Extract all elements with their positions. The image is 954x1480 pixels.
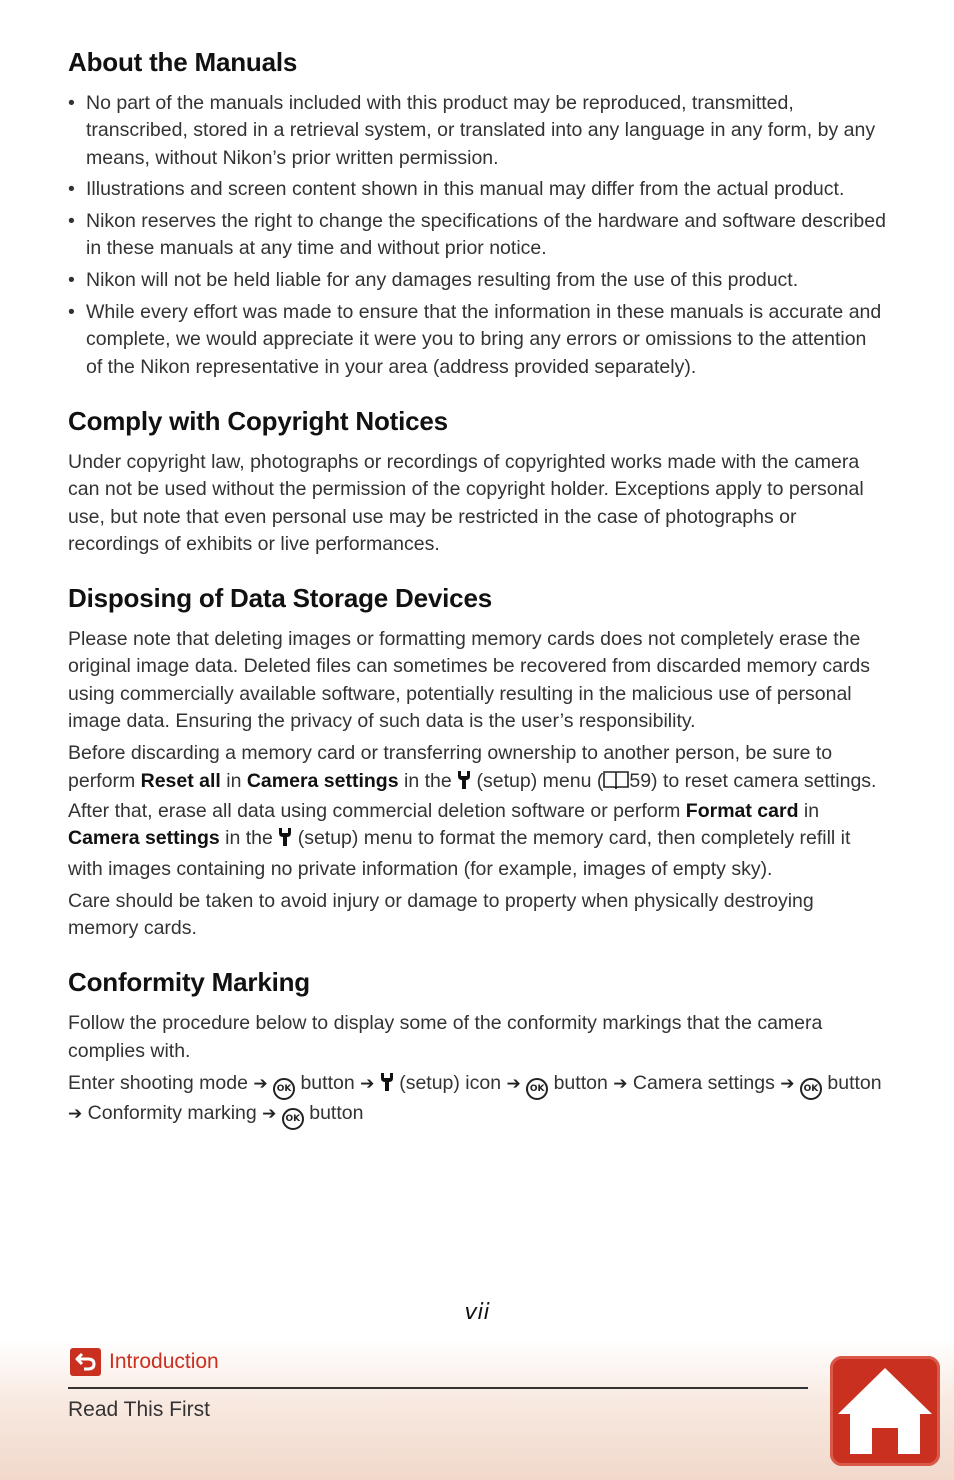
page-content: [68, 44, 888, 1135]
heading-disposing: Disposing of Data Storage Devices: [68, 583, 492, 614]
disposing-paragraph-2: [68, 740, 888, 882]
wrench-icon: [380, 1072, 394, 1100]
text-run: 59) to reset camera settings. After that, erase all data using commercial deletion software or perform: [68, 769, 877, 822]
wrench-icon: [278, 827, 292, 855]
list-item: • Nikon reserves the right to change the specifications of the hardware and software described in these manuals at any time and without prior notice.: [68, 208, 888, 263]
camera-settings-term: Camera settings: [68, 827, 220, 850]
text-run: (setup) menu (: [471, 769, 604, 792]
heading-conformity: Conformity Marking: [68, 967, 310, 998]
text-run: Conformity marking: [82, 1102, 263, 1125]
text-run: button: [295, 1072, 361, 1095]
list-item: • No part of the manuals included with this product may be reproduced, transmitted, transcribed, stored in a retrieval system, or translated into any language in any form, by any means, without Nikon’s prior written permission.: [68, 90, 888, 172]
list-item: • Illustrations and screen content shown in this manual may differ from the actual product.: [68, 176, 888, 203]
manuals-bullet-list: [68, 90, 888, 381]
text-run: in the: [398, 769, 458, 792]
format-card-term: Format card: [685, 799, 799, 822]
text-run: button: [821, 1072, 882, 1095]
text-run: (setup) icon: [393, 1072, 507, 1095]
text-run: (setup) menu to format the memory card, then completely refill it with images containing no private information (for example, images of empty sky).: [68, 827, 851, 880]
back-to-introduction-link[interactable]: [70, 1348, 219, 1376]
ok-button-icon: OK: [273, 1078, 295, 1100]
ok-button-icon: OK: [282, 1108, 304, 1130]
back-link-label: Introduction: [109, 1350, 219, 1373]
disposing-paragraph-1: Please note that deleting images or formatting memory cards does not completely erase the original image data. Deleted files can sometimes be recovered from discarded memory cards using commercially available software, potentially resulting in the malicious use of personal image data. Ensuring the privacy of such data is the user’s responsibility.: [68, 628, 871, 733]
text-run: in the: [219, 827, 279, 850]
text-run: Enter shooting mode: [68, 1072, 254, 1095]
footer-divider: [68, 1387, 808, 1389]
conformity-paragraph: Follow the procedure below to display some of the conformity markings that the camera complies with.: [68, 1012, 823, 1062]
arrow-right-icon: ➔: [506, 1074, 521, 1095]
disposing-paragraph-3: Care should be taken to avoid injury or damage to property when physically destroying memory cards.: [68, 889, 814, 940]
text-run: Before discarding a memory card or transferring ownership to another person, be sure to perform: [68, 742, 833, 792]
copyright-paragraph: Under copyright law, photographs or recordings of copyrighted works made with the camera can not be used without the permission of the copyright holder. Exceptions apply to personal use, but note that even personal use may be restricted in the case of photographs or recordings of exhibits or live performances.: [68, 450, 864, 555]
arrow-right-icon: ➔: [68, 1104, 83, 1125]
list-item: • While every effort was made to ensure that the information in these manuals is accurate and complete, we would appreciate it were you to bring any errors or omissions to the attention of the Nikon representative in your area (address provided separately).: [68, 299, 888, 381]
conformity-steps: [68, 1070, 888, 1130]
page-number: vii: [464, 1300, 490, 1325]
text-run: Camera settings: [627, 1072, 781, 1095]
wrench-icon: [457, 770, 471, 798]
return-arrow-icon: [70, 1348, 101, 1376]
home-button[interactable]: [830, 1356, 940, 1466]
text-run: in: [220, 769, 247, 792]
breadcrumb: Read This First: [68, 1398, 210, 1421]
reset-all-term: Reset all: [140, 769, 221, 792]
ok-button-icon: OK: [800, 1078, 822, 1100]
arrow-right-icon: ➔: [613, 1074, 628, 1095]
ok-button-icon: OK: [526, 1078, 548, 1100]
heading-copyright: Comply with Copyright Notices: [68, 405, 448, 436]
heading-about-manuals: About the Manuals: [68, 47, 298, 77]
arrow-right-icon: ➔: [262, 1104, 277, 1125]
camera-settings-term: Camera settings: [246, 769, 399, 792]
arrow-right-icon: ➔: [360, 1074, 375, 1095]
book-reference-icon: [603, 770, 629, 798]
arrow-right-icon: ➔: [780, 1074, 795, 1095]
home-icon: [830, 1356, 940, 1466]
text-run: button: [548, 1072, 614, 1095]
list-item: • Nikon will not be held liable for any damages resulting from the use of this product.: [68, 267, 888, 294]
text-run: in: [798, 799, 820, 822]
arrow-right-icon: ➔: [253, 1074, 268, 1095]
footer: [0, 1340, 954, 1480]
text-run: button: [303, 1102, 364, 1125]
